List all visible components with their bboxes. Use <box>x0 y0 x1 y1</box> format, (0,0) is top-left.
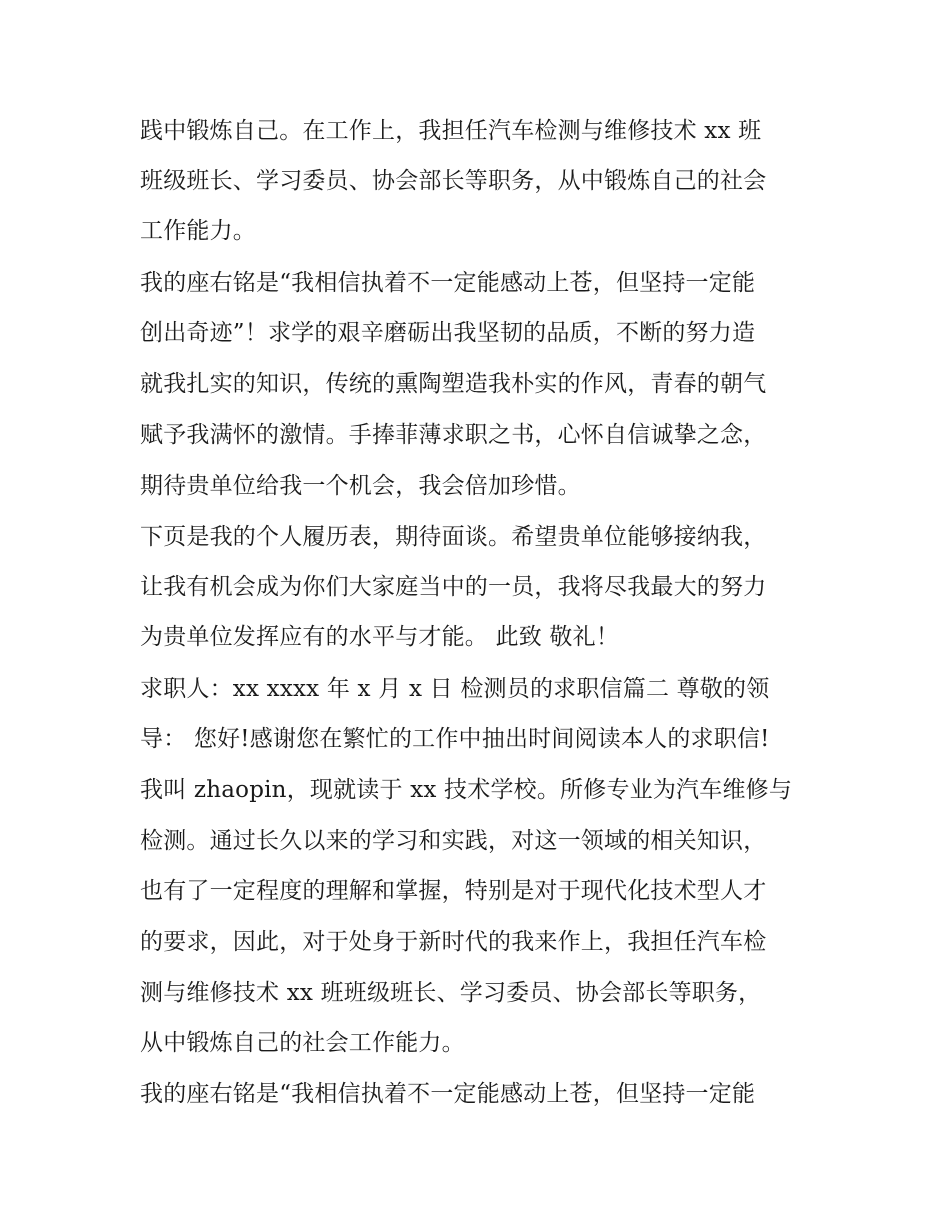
text-line: 让我有机会成为你们大家庭当中的一员，我将尽我最大的努力 <box>140 574 767 600</box>
text-line: 下页是我的个人履历表，期待面谈。希望贵单位能够接纳我， <box>140 524 767 550</box>
text-line: 导： 您好!感谢您在繁忙的工作中抽出时间阅读本人的求职信! <box>140 726 770 752</box>
text-line: 检测。通过长久以来的学习和实践，对这一领域的相关知识， <box>140 828 767 854</box>
text-line: 从中锻炼自己的社会工作能力。 <box>140 1030 465 1056</box>
text-line: 我的座右铭是“我相信执着不一定能感动上苍，但坚持一定能 <box>140 1081 756 1107</box>
text-line: 的要求，因此，对于处身于新时代的我来作上，我担任汽车检 <box>140 929 767 955</box>
text-line: 就我扎实的知识，传统的熏陶塑造我朴实的作风，青春的朝气 <box>140 371 767 397</box>
text-line: 赋予我满怀的激情。手捧菲薄求职之书，心怀自信诚挚之念， <box>140 422 767 448</box>
text-line: 践中锻炼自己。在工作上，我担任汽车检测与维修技术 xx 班 <box>140 118 762 144</box>
text-line: 工作能力。 <box>140 218 256 244</box>
text-line: 为贵单位发挥应有的水平与才能。 此致 敬礼！ <box>140 624 620 650</box>
text-line: 测与维修技术 xx 班班级班长、学习委员、协会部长等职务， <box>140 980 762 1006</box>
text-line: 期待贵单位给我一个机会，我会倍加珍惜。 <box>140 473 581 499</box>
text-line: 也有了一定程度的理解和掌握，特别是对于现代化技术型人才 <box>140 878 767 904</box>
text-line: 班级班长、学习委员、协会部长等职务，从中锻炼自己的社会 <box>140 168 767 194</box>
text-line: 创出奇迹”！求学的艰辛磨砺出我坚韧的品质，不断的努力造 <box>140 320 756 346</box>
text-line: 我的座右铭是“我相信执着不一定能感动上苍，但坚持一定能 <box>140 270 756 296</box>
text-line: 求职人：xx xxxx 年 x 月 x 日 检测员的求职信篇二 尊敬的领 <box>140 676 770 702</box>
text-line: 我叫 zhaopin，现就读于 xx 技术学校。所修专业为汽车维修与 <box>140 777 793 803</box>
